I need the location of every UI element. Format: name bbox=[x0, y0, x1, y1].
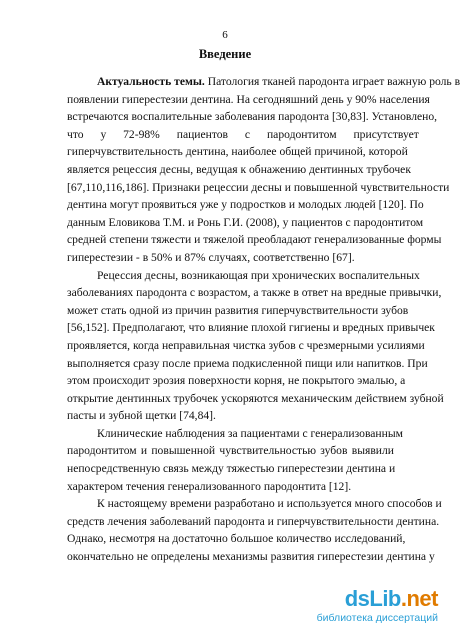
text-line: непосредственную связь между тяжестью гиперестезии дентина и bbox=[67, 462, 396, 476]
text-line: К настоящему времени разработано и используется много способов и bbox=[97, 497, 442, 511]
relevance-lead: Актуальность темы. bbox=[97, 75, 205, 88]
text-line: пародонтитом и повышенной чувствительностью зубов выявили bbox=[67, 444, 394, 458]
watermark-logo-main: dsLib bbox=[344, 586, 401, 611]
text-line: появлении гиперестезии дентина. На сегодняшний день у 90% населения bbox=[67, 92, 430, 106]
page-number: 6 bbox=[222, 29, 228, 41]
paragraph-relevance bbox=[67, 73, 460, 267]
site-watermark[interactable] bbox=[298, 586, 438, 626]
text-line: дентина могут проявиться уже у подростков и молодых людей [120]. По bbox=[67, 198, 424, 212]
paragraph-clinical bbox=[67, 425, 403, 495]
text-line: встречаются воспалительные заболевания пародонта [30,83]. Установлено, bbox=[67, 110, 438, 124]
text-line: что у 72-98% пациентов с пародонтитом присутствует bbox=[67, 127, 419, 141]
text-line: характером течения генерализованного пародонтита [12]. bbox=[67, 479, 352, 493]
text-line: гиперестезии - в 50% и 87% случаях, соответственно [67]. bbox=[67, 250, 355, 264]
page-heading: Введение bbox=[198, 47, 252, 61]
text-line: выполняется сразу после приема подкисленной пищи или напитков. При bbox=[67, 356, 428, 370]
text-line: гиперчувствительность дентина, наиболее общей причиной, которой bbox=[67, 145, 408, 159]
paragraph-treatment bbox=[67, 495, 442, 565]
text-line: средств лечения заболеваний пародонта и гиперчувствительности дентина. bbox=[67, 514, 440, 528]
text-line: пасты и зубной щетки [74,84]. bbox=[67, 409, 216, 423]
watermark-logo-suffix: .net bbox=[400, 586, 438, 611]
text-line: окончательно не определены механизмы развития гиперестезии дентина у bbox=[67, 550, 435, 564]
text-line: Однако, несмотря на достаточно большое количество исследований, bbox=[67, 532, 406, 546]
text-line: этом происходит эрозия поверхности корня, не покрытого эмалью, а bbox=[67, 374, 406, 388]
text-line: проявляется, когда неправильная чистка зубов с чрезмерными усилиями bbox=[67, 338, 425, 352]
paragraph-recession bbox=[67, 267, 444, 425]
text-line: [67,110,116,186]. Признаки рецессии десны и повышенной чувствительности bbox=[67, 180, 450, 194]
text-fragment: Патология тканей пародонта играет важную роль в bbox=[204, 75, 460, 88]
text-line: может стать одной из причин развития гиперчувствительности зубов bbox=[67, 303, 409, 317]
watermark-logo bbox=[345, 586, 438, 612]
text-line: данным Еловикова Т.М. и Ронь Г.И. (2008), у пациентов с пародонтитом bbox=[67, 215, 424, 229]
text-line: [56,152]. Предполагают, что влияние плохой гигиены и вредных привычек bbox=[67, 321, 435, 335]
watermark-tagline: библиотека диссертаций bbox=[316, 612, 438, 624]
text-line: Рецессия десны, возникающая при хронических воспалительных bbox=[97, 268, 420, 282]
text-line: Клинические наблюдения за пациентами с генерализованным bbox=[97, 426, 403, 440]
text-line: открытие дентинных трубочек ускоряются механическим действием зубной bbox=[67, 391, 444, 405]
document-body bbox=[67, 73, 460, 566]
text-line bbox=[67, 73, 460, 91]
text-line: заболеваниях пародонта с возрастом, а также в ответ на вредные привычки, bbox=[67, 286, 442, 300]
text-line: средней степени тяжести и тяжелой преобладают генерализованные формы bbox=[67, 233, 442, 247]
text-line: является рецессия десны, ведущая к обнажению дентинных трубочек bbox=[67, 162, 411, 176]
